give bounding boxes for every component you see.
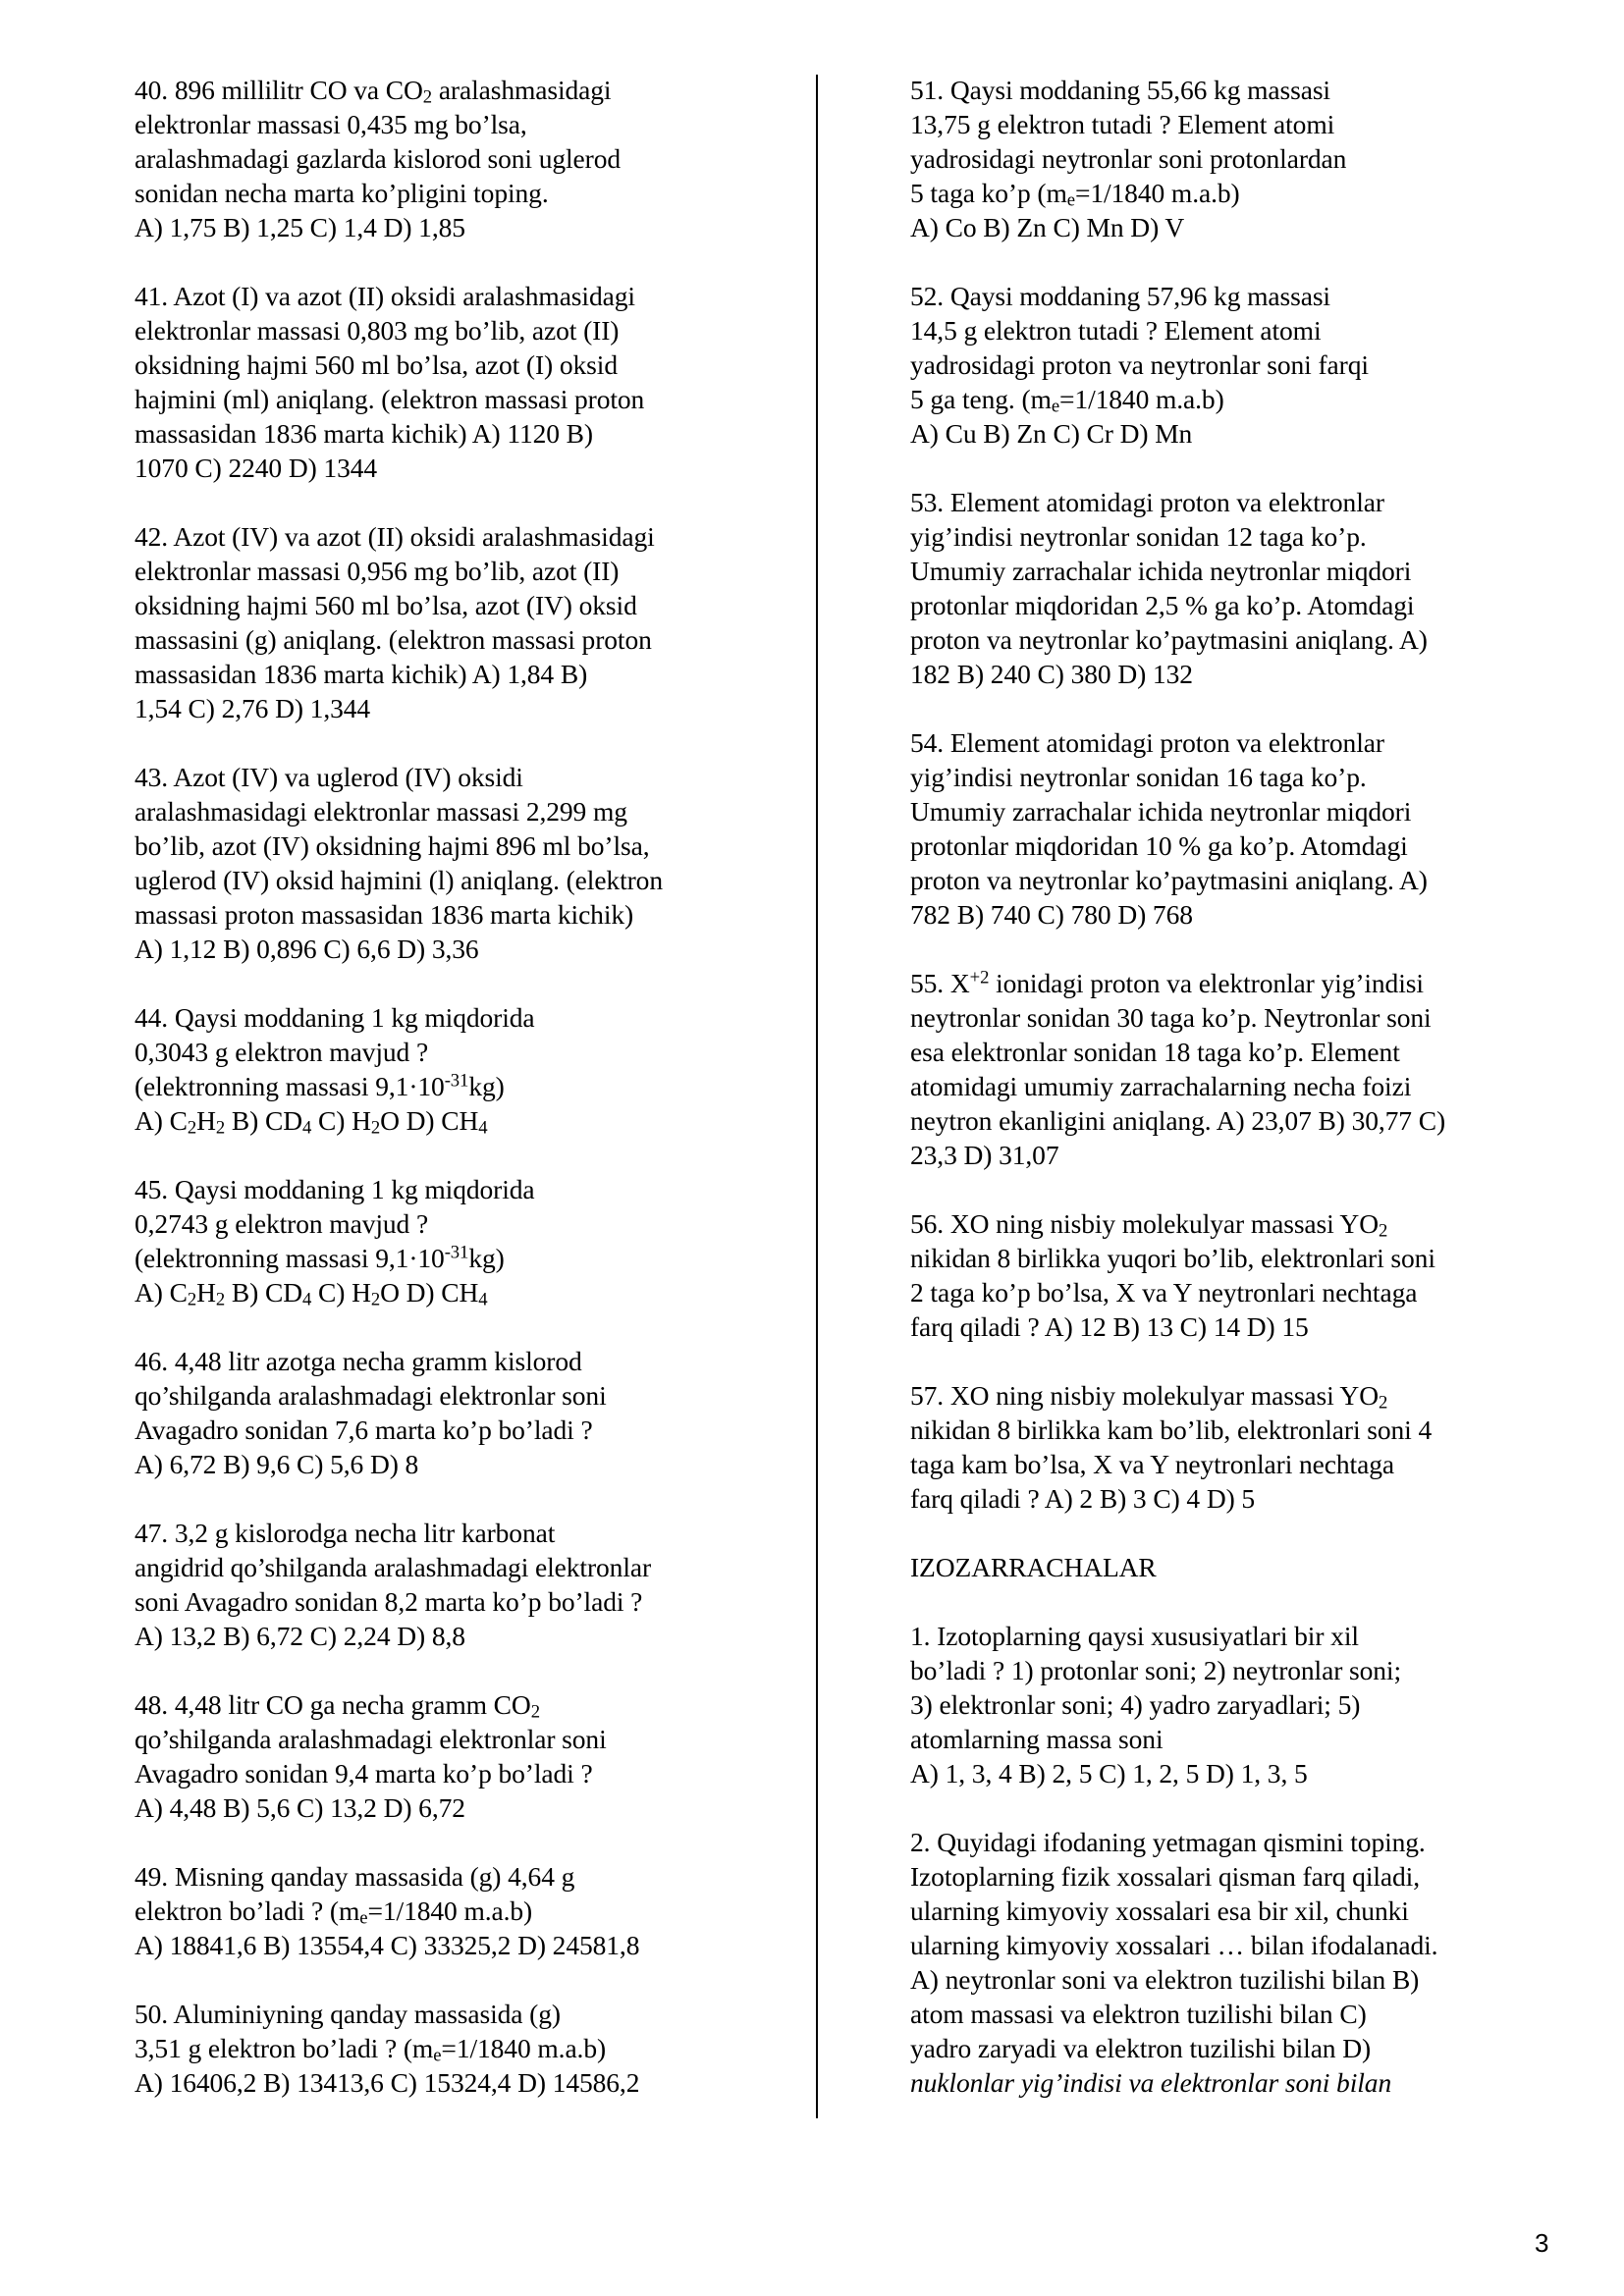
isotope-questions — [910, 1619, 1529, 2100]
question-q40 — [135, 73, 743, 244]
question-line: A) 13,2 B) 6,72 C) 2,24 D) 8,8 — [135, 1621, 465, 1651]
question-line: proton va neytronlar ko’paytmasini aniqlang. A) — [910, 865, 1428, 895]
question-line: 782 B) 740 C) 780 D) 768 — [910, 899, 1193, 930]
question-line: 5 ga teng. ($m_e=1/1840$ m.a.b) — [910, 384, 1224, 417]
question-line: 42. Azot (IV) va azot (II) oksidi aralashmasidagi — [135, 521, 655, 552]
question-iso1 — [910, 1619, 1529, 1790]
question-line: 51. Qaysi moddaning 55,66 kg massasi — [910, 75, 1330, 105]
question-line: A) 6,72 B) 9,6 C) 5,6 D) 8 — [135, 1449, 419, 1479]
column-divider — [816, 75, 818, 2118]
question-line: neytronlar sonidan 30 taga ko’p. Neytronlar soni — [910, 1002, 1432, 1033]
page-number: 3 — [1535, 2228, 1549, 2258]
question-line: 1070 C) 2240 D) 1344 — [135, 453, 378, 483]
question-line: Avagadro sonidan 7,6 marta ko’p bo’ladi ? — [135, 1415, 593, 1445]
question-line: elektronlar massasi 0,435 mg bo’lsa, — [135, 109, 527, 139]
question-line: yig’indisi neytronlar sonidan 16 taga ko’p. — [910, 762, 1367, 792]
question-line: ularning kimyoviy xossalari … bilan ifodalanadi. — [910, 1930, 1438, 1960]
question-line: (elektronning massasi $9,1\cdot 10^{-31}kg$) — [135, 1070, 505, 1101]
question-line: Izotoplarning fizik xossalari qisman farq qiladi, — [910, 1861, 1420, 1892]
question-line: 41. Azot (I) va azot (II) oksidi aralashmasidagi — [135, 281, 635, 311]
question-line: angidrid qo’shilganda aralashmadagi elektronlar — [135, 1552, 652, 1582]
question-line: massasidan 1836 marta kichik) A) 1,84 B) — [135, 659, 588, 689]
left-column — [135, 73, 743, 2134]
question-line: 53. Element atomidagi proton va elektronlar — [910, 487, 1384, 517]
question-line: A) 1,12 B) 0,896 C) 6,6 D) 3,36 — [135, 934, 479, 964]
question-line: 56. XO ning nisbiy molekulyar massasi $YO_2$ — [910, 1208, 1388, 1242]
right-questions — [910, 73, 1529, 1516]
section-heading: IZOZARRACHALAR — [910, 1552, 1157, 1582]
question-line: 14,5 g elektron tutadi ? Element atomi — [910, 315, 1322, 346]
question-line: oksidning hajmi 560 ml bo’lsa, azot (IV) oksid — [135, 590, 637, 620]
question-line: Avagadro sonidan 9,4 marta ko’p bo’ladi ? — [135, 1758, 593, 1789]
question-line: 2 taga ko’p bo’lsa, X va Y neytronlari nechtaga — [910, 1277, 1418, 1308]
question-line: 57. XO ning nisbiy molekulyar massasi $YO_2$ — [910, 1380, 1388, 1414]
question-line: 54. Element atomidagi proton va elektronlar — [910, 727, 1384, 758]
question-line: Umumiy zarrachalar ichida neytronlar miqdori — [910, 796, 1412, 827]
question-line: aralashmasidagi elektronlar massasi 2,299 mg — [135, 796, 627, 827]
question-line: 1. Izotoplarning qaysi xususiyatlari bir xil — [910, 1621, 1359, 1651]
question-q49 — [135, 1859, 743, 1962]
question-line: qo’shilganda aralashmadagi elektronlar soni — [135, 1380, 607, 1411]
question-line: 3) elektronlar soni; 4) yadro zaryadlari; 5) — [910, 1689, 1361, 1720]
question-line: hajmini (ml) aniqlang. (elektron massasi proton — [135, 384, 645, 414]
question-line: esa elektronlar sonidan 18 taga ko’p. Element — [910, 1037, 1400, 1067]
question-line: farq qiladi ? A) 12 B) 13 C) 14 D) 15 — [910, 1311, 1309, 1342]
question-line: proton va neytronlar ko’paytmasini aniqlang. A) — [910, 624, 1428, 655]
question-line: A) 4,48 B) 5,6 C) 13,2 D) 6,72 — [135, 1792, 465, 1823]
question-q46 — [135, 1344, 743, 1481]
question-q44 — [135, 1000, 743, 1138]
question-line: aralashmadagi gazlarda kislorod soni uglerod — [135, 143, 622, 174]
question-line: 0,2743 g elektron mavjud ? — [135, 1208, 429, 1239]
question-line: 43. Azot (IV) va uglerod (IV) oksidi — [135, 762, 523, 792]
question-q41 — [135, 279, 743, 485]
question-line: 40. 896 millilitr CO va $CO_2$ aralashmasidagi — [135, 75, 612, 108]
question-line: elektron bo’ladi ? ($m_e=1/1840$ m.a.b) — [135, 1896, 533, 1929]
question-q50 — [135, 1997, 743, 2100]
question-line: 44. Qaysi moddaning 1 kg miqdorida — [135, 1002, 535, 1033]
question-line: nikidan 8 birlikka yuqori bo’lib, elektronlari soni — [910, 1243, 1435, 1273]
question-line: farq qiladi ? A) 2 B) 3 C) 4 D) 5 — [910, 1483, 1256, 1514]
question-q53 — [910, 485, 1529, 691]
question-iso2 — [910, 1825, 1529, 2100]
question-line: massasi proton massasidan 1836 marta kichik) — [135, 899, 634, 930]
question-line: elektronlar massasi 0,803 mg bo’lib, azot (II) — [135, 315, 620, 346]
question-line: 50. Aluminiyning qanday massasida (g) — [135, 1999, 561, 2029]
question-q57 — [910, 1378, 1529, 1516]
question-line: A) neytronlar soni va elektron tuzilishi bilan B) — [910, 1964, 1420, 1995]
question-line: 23,3 D) 31,07 — [910, 1140, 1059, 1170]
question-line: yadro zaryadi va elektron tuzilishi bilan D) — [910, 2033, 1372, 2063]
question-line: qo’shilganda aralashmadagi elektronlar soni — [135, 1724, 607, 1754]
question-line: 13,75 g elektron tutadi ? Element atomi — [910, 109, 1335, 139]
question-line: sonidan necha marta ko’pligini toping. — [135, 178, 549, 208]
question-line: atom massasi va elektron tuzilishi bilan C) — [910, 1999, 1367, 2029]
question-line: Umumiy zarrachalar ichida neytronlar miqdori — [910, 556, 1412, 586]
question-line: A) 1,75 B) 1,25 C) 1,4 D) 1,85 — [135, 212, 465, 242]
question-line: yadrosidagi neytronlar soni protonlardan — [910, 143, 1347, 174]
question-line: 45. Qaysi moddaning 1 kg miqdorida — [135, 1174, 535, 1204]
question-q43 — [135, 760, 743, 966]
question-line: atomidagi umumiy zarrachalarning necha foizi — [910, 1071, 1412, 1101]
question-q55 — [910, 966, 1529, 1172]
question-line: 3,51 g elektron bo’ladi ? ($m_e=1/1840$ m.a.b) — [135, 2033, 607, 2066]
question-q45 — [135, 1172, 743, 1309]
question-line: yig’indisi neytronlar sonidan 12 taga ko’p. — [910, 521, 1367, 552]
question-line: A) Cu B) Zn C) Cr D) Mn — [910, 418, 1193, 449]
question-line: atomlarning massa soni — [910, 1724, 1164, 1754]
question-line: uglerod (IV) oksid hajmini (l) aniqlang. (elektron — [135, 865, 663, 895]
question-line: 49. Misning qanday massasida (g) 4,64 g — [135, 1861, 575, 1892]
question-line: 2. Quyidagi ifodaning yetmagan qismini toping. — [910, 1827, 1426, 1857]
question-q47 — [135, 1516, 743, 1653]
question-line: 1,54 C) 2,76 D) 1,344 — [135, 693, 371, 723]
question-q56 — [910, 1206, 1529, 1344]
question-line: 5 taga ko’p ($m_e=1/1840$ m.a.b) — [910, 178, 1240, 211]
question-line: A) $C_2H_2$ B) $CD_4$ C) $H_2O$ D) $CH_4$ — [135, 1277, 488, 1310]
question-q51 — [910, 73, 1529, 244]
question-line: protonlar miqdoridan 10 % ga ko’p. Atomdagi — [910, 830, 1408, 861]
question-line: 55. $X^{+2}$ ionidagi proton va elektronlar yig’indisi — [910, 967, 1424, 998]
question-line: A) $C_2H_2$ B) $CD_4$ C) $H_2O$ D) $CH_4$ — [135, 1105, 488, 1139]
question-line: elektronlar massasi 0,956 mg bo’lib, azot (II) — [135, 556, 620, 586]
question-q54 — [910, 725, 1529, 932]
question-line: A) 18841,6 B) 13554,4 C) 33325,2 D) 24581,8 — [135, 1930, 640, 1960]
question-line: bo’ladi ? 1) protonlar soni; 2) neytronlar soni; — [910, 1655, 1402, 1685]
question-line: 182 B) 240 C) 380 D) 132 — [910, 659, 1193, 689]
question-line: oksidning hajmi 560 ml bo’lsa, azot (I) oksid — [135, 349, 618, 380]
question-line: (elektronning massasi $9,1\cdot 10^{-31}kg$) — [135, 1242, 505, 1273]
question-line: nuklonlar yig’indisi va elektronlar soni bilan — [910, 2067, 1392, 2098]
question-line: bo’lib, azot (IV) oksidning hajmi 896 ml bo’lsa, — [135, 830, 650, 861]
question-line: massasini (g) aniqlang. (elektron massasi proton — [135, 624, 652, 655]
question-q48 — [135, 1687, 743, 1825]
question-line: A) 16406,2 B) 13413,6 C) 15324,4 D) 14586,2 — [135, 2067, 640, 2098]
question-line: 47. 3,2 g kislorodga necha litr karbonat — [135, 1518, 556, 1548]
question-line: A) 1, 3, 4 B) 2, 5 C) 1, 2, 5 D) 1, 3, 5 — [910, 1758, 1308, 1789]
question-line: 0,3043 g elektron mavjud ? — [135, 1037, 429, 1067]
right-column — [910, 73, 1529, 2134]
question-q42 — [135, 519, 743, 725]
question-line: taga kam bo’lsa, X va Y neytronlari nechtaga — [910, 1449, 1394, 1479]
question-line: 52. Qaysi moddaning 57,96 kg massasi — [910, 281, 1330, 311]
question-line: 48. 4,48 litr CO ga necha gramm $CO_2$ — [135, 1689, 540, 1723]
question-line: massasidan 1836 marta kichik) A) 1120 B) — [135, 418, 593, 449]
question-line: 46. 4,48 litr azotga necha gramm kislorod — [135, 1346, 582, 1376]
question-line: ularning kimyoviy xossalari esa bir xil, chunki — [910, 1896, 1409, 1926]
question-line: neytron ekanligini aniqlang. A) 23,07 B) 30,77 C) — [910, 1105, 1446, 1136]
question-line: yadrosidagi proton va neytronlar soni farqi — [910, 349, 1369, 380]
question-q52 — [910, 279, 1529, 451]
question-line: soni Avagadro sonidan 8,2 marta ko’p bo’ladi ? — [135, 1586, 643, 1617]
question-line: nikidan 8 birlikka kam bo’lib, elektronlari soni 4 — [910, 1415, 1433, 1445]
question-line: A) Co B) Zn C) Mn D) V — [910, 212, 1185, 242]
question-line: protonlar miqdoridan 2,5 % ga ko’p. Atomdagi — [910, 590, 1415, 620]
